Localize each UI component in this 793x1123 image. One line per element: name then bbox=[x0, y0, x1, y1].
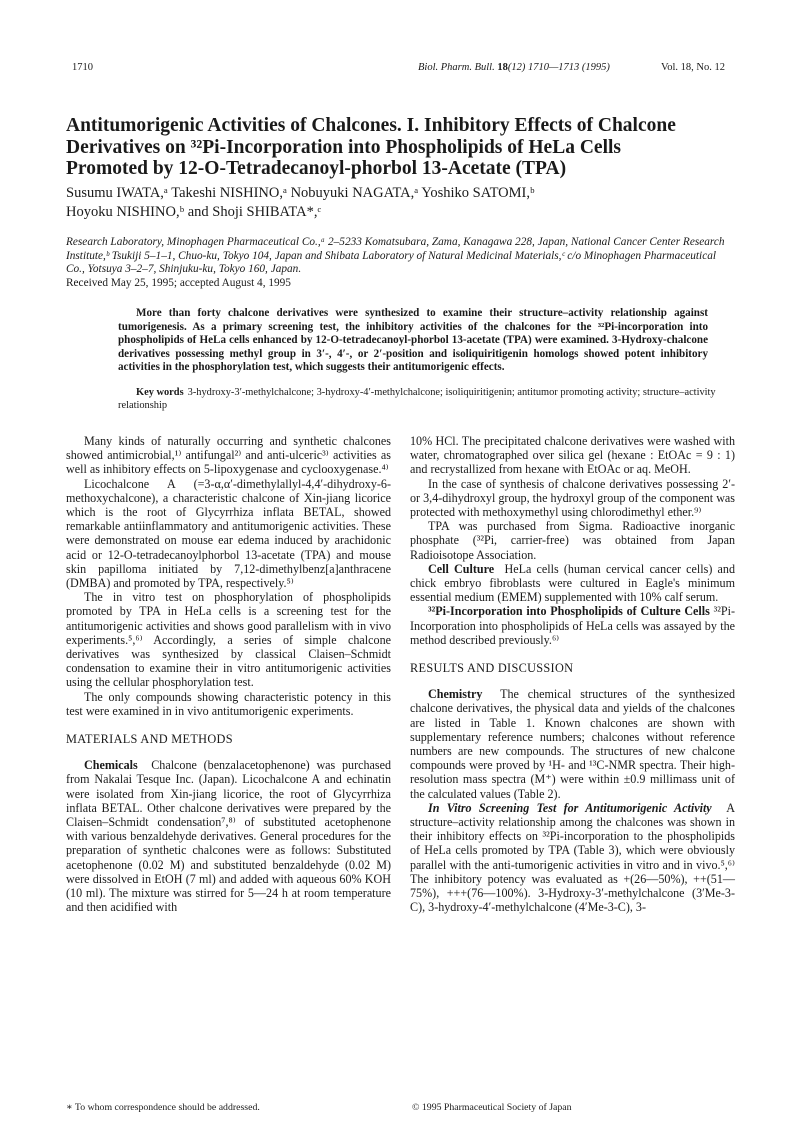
intro-paragraph-2: Licochalcone A (=3-α,α′-dimethylallyl-4,4′-dihydroxy-6-methoxychalcone), a characteristic chalcone of Xin-jiang licorice which is the root of Glycyrrhiza inflata BETAL, showed remarkable antiinflammatory and antitumorigenic activities. These were demonstrated on mouse ear edema induced by arachidonic acid or 12-O-tetradecanoylphorbol 13-acetate (TPA) and mouse skin papilloma initiated by 7,12-dimethylbenz[a]anthracene (DMBA) and promoted by TPA, respectively.⁵⁾ bbox=[66, 476, 391, 591]
left-column bbox=[66, 434, 391, 915]
chemicals-text: Chalcone (benzalacetophenone) was purchased from Nakalai Tesque Inc. (Japan). Licochalcone A and echinatin were isolated from Xin-jiang licorice, the root of Glycyrrhiza inflata BETAL. Other chalcone derivatives were prepared by the Claisen–Schmidt condensation⁷,⁸⁾ of substituted acetophenone with various benzaldehyde derivatives. General procedures for the preparation of synthetic chalcones were as follows: Substituted acetophenone (0.02 M) and substituted benzaldehyde (0.02 M) were dissolved in EtOH (7 ml) and added with aqueous 60% KOH (10 ml). The mixture was stirred for 5—24 h at room temperature and then acidified with bbox=[66, 758, 392, 915]
keywords bbox=[118, 387, 718, 412]
section-heading-results: RESULTS AND DISCUSSION bbox=[410, 661, 574, 676]
invitro-text: A structure–activity relationship among the chalcones was shown in their inhibitory effects on ³²Pi-incorporation to the phospholipids of HeLa cells promoted by TPA (Table 3), which were obviously parallel with the anti-tumorigenic activities in vitro and in vivo.⁵,⁶⁾ The inhibitory potency was evaluated as +(26—50%), ++(51—75%), +++(76—100%). 3-Hydroxy-3′-methylchalcone (3′Me-3-C), 3-hydroxy-4′-methylchalcone (4′Me-3-C), 3- bbox=[410, 800, 735, 915]
volume-label: Vol. 18, No. 12 bbox=[661, 62, 725, 73]
journal-citation bbox=[418, 62, 610, 73]
intro-paragraph-1: Many kinds of naturally occurring and synthetic chalcones showed antimicrobial,¹⁾ antifungal²⁾ and anti-ulceric³⁾ activities as well as inhibitory effects on 5-lipoxygenase and cyclooxygenase.⁴⁾ bbox=[66, 434, 391, 477]
cell-culture-text: HeLa cells (human cervical cancer cells) and chick embryo fibroblasts were cultured in Eagle's minimum essential medium (EMEM) supplemented with 10% calf serum. bbox=[410, 561, 736, 605]
intro-paragraph-4: The only compounds showing characteristic potency in this test were examined in in vivo antitumorigenic experiments. bbox=[66, 689, 391, 718]
keywords-label: Key words bbox=[136, 387, 184, 398]
invitro-paragraph bbox=[410, 801, 735, 915]
author-list bbox=[66, 184, 726, 222]
abstract: More than forty chalcone derivatives were synthesized to examine their structure–activity relationship against tumorigenesis. As a primary screening test, the inhibitory activities of the chalcones for the ³²Pi-incorporation into phospholipids of HeLa cells enhanced by 12-O-tetradecanoyl-phorbol 13-acetate (TPA) were examined. 3-Hydroxy-chalcone derivatives possessing methyl group in 3′-, 4′-, or 2′-position and isoliquiritigenin homologs showed potent inhibitory activities in the phosphorylation test, which suggests their antitumorigenic effects. bbox=[118, 307, 708, 373]
journal-volume: 18 bbox=[497, 62, 508, 73]
keywords-text: 3-hydroxy-3′-methylchalcone; 3-hydroxy-4′-methylchalcone; isoliquiritigenin; antitumor promoting activity; structure–activity relationship bbox=[118, 387, 716, 411]
pi-incorporation-label: ³²Pi-Incorporation into Phospholipids of Culture Cells bbox=[428, 604, 710, 619]
received-dates: Received May 25, 1995; accepted August 4, 1995 bbox=[66, 277, 291, 289]
chemistry-paragraph bbox=[410, 687, 735, 801]
methods-paragraph-2: In the case of synthesis of chalcone derivatives possessing 2′- or 3,4-dihydroxyl group, the hydroxyl group of the component was protected with methoxymethyl using chlorodimethyl ether.⁹⁾ bbox=[410, 476, 735, 520]
journal-issue-pages: (12) 1710—1713 (1995) bbox=[507, 62, 610, 73]
chemicals-label: Chemicals bbox=[84, 758, 138, 773]
affiliations: Research Laboratory, Minophagen Pharmaceutical Co.,ᵃ 2–5233 Komatsubara, Zama, Kanagawa 228, Japan, National Cancer Center Research Institute,ᵇ Tsukiji 5–1–1, Chuo-ku, Tokyo 104, Japan and Shibata Laboratory of Natural Medicinal Materials,ᶜ c/o Minophagen Pharmaceutical Co., Yotsuya 3–2–7, Shinjuku-ku, Tokyo 160, Japan. bbox=[66, 236, 725, 275]
journal-name: Biol. Pharm. Bull. bbox=[418, 62, 495, 73]
cell-culture-paragraph bbox=[410, 562, 735, 605]
right-column bbox=[410, 434, 735, 915]
intro-paragraph-3: The in vitro test on phosphorylation of phospholipids promoted by TPA in HeLa cells is a screening test for the antitumorigenic activities and shows good parallelism with in vivo experiments.⁵,⁶⁾ Accordingly, a series of simple chalcone derivatives was synthesized by classical Claisen–Schmidt condensation to examine their in vitro antitumorigenic activities using the cellular phosphorylation test. bbox=[66, 590, 391, 690]
section-heading-materials: MATERIALS AND METHODS bbox=[66, 732, 233, 747]
article-title: Antitumorigenic Activities of Chalcones. I. Inhibitory Effects of Chalcone Derivatives on ³²Pi-Incorporation into Phospholipids of HeLa Cells Promoted by 12-O-Tetradecanoyl-phorbol 13-Acetate (TPA) bbox=[66, 115, 676, 179]
cell-culture-label: Cell Culture bbox=[428, 561, 495, 576]
chemistry-text: The chemical structures of the synthesized chalcone derivatives, the physical data and yields of the chalcones are listed in Table 1. Known chalcones are shown with supplementary reference numbers; chalcones without reference numbers are new compounds. The structures of new chalcone compounds were proved by ¹H- and ¹³C-NMR spectra. Their high-resolution mass spectra (M⁺) were within ±0.9 millimass unit of the calculated values (Table 2). bbox=[410, 687, 735, 801]
author-line-1: Susumu IWATA,ᵃ Takeshi NISHINO,ᵃ Nobuyuki NAGATA,ᵃ Yoshiko SATOMI,ᵇ bbox=[66, 185, 535, 201]
pi-incorporation-text: ³²Pi-Incorporation into phospholipids of HeLa cells was assayed by the method described previously.⁶⁾ bbox=[410, 604, 735, 647]
page-number: 1710 bbox=[72, 62, 93, 73]
methods-paragraph-3: TPA was purchased from Sigma. Radioactive inorganic phosphate (³²Pi, carrier-free) was obtained from Japan Radioisotope Association. bbox=[410, 519, 735, 562]
author-line-2: Hoyoku NISHINO,ᵇ and Shoji SHIBATA*,ᶜ bbox=[66, 204, 322, 220]
invitro-label: In Vitro Screening Test for Antitumorigenic Activity bbox=[428, 800, 712, 815]
methods-paragraph-1: 10% HCl. The precipitated chalcone derivatives were washed with water, chromatographed over silica gel (hexane : EtOAc = 9 : 1) and recrystallized from hexane with EtOAc or aq. MeOH. bbox=[410, 434, 735, 477]
chemicals-paragraph bbox=[66, 758, 391, 914]
pi-incorporation-paragraph bbox=[410, 604, 735, 647]
chemistry-label: Chemistry bbox=[428, 687, 483, 702]
correspondence-footnote: ∗ To whom correspondence should be addressed. bbox=[66, 1102, 260, 1113]
copyright-notice: © 1995 Pharmaceutical Society of Japan bbox=[412, 1102, 572, 1113]
